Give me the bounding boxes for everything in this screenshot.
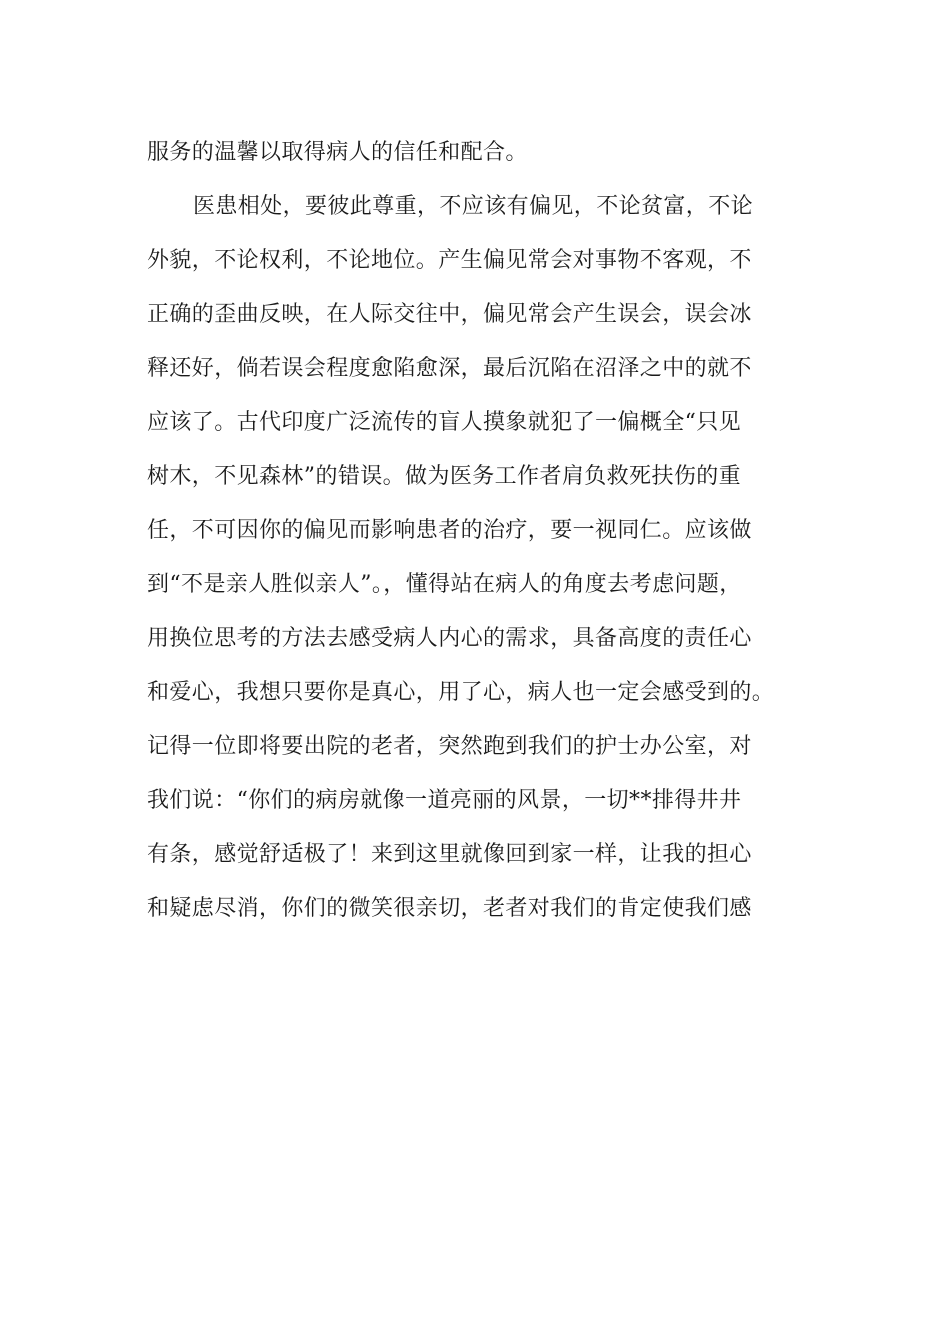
text-line: 我们说：“你们的病房就像一道亮丽的风景，一切**排得井井 (147, 788, 742, 813)
text-line: 外貌，不论权利，不论地位。产生偏见常会对事物不客观，不 (147, 248, 752, 273)
text-line: 医患相处，要彼此尊重，不应该有偏见，不论贫富，不论 (193, 194, 754, 219)
body-text (147, 133, 807, 943)
text-line: 和疑虑尽消，你们的微笑很亲切，老者对我们的肯定使我们感 (147, 896, 752, 921)
text-line: 应该了。古代印度广泛流传的盲人摸象就犯了一偏概全“只见 (147, 410, 742, 435)
text-line: 正确的歪曲反映，在人际交往中，偏见常会产生误会，误会冰 (147, 302, 752, 327)
text-line: 用换位思考的方法去感受病人内心的需求，具备高度的责任心 (147, 626, 752, 651)
text-line: 和爱心，我想只要你是真心，用了心，病人也一定会感受到的。 (147, 680, 775, 705)
text-line: 释还好，倘若误会程度愈陷愈深，最后沉陷在沼泽之中的就不 (147, 356, 752, 381)
text-line: 服务的温馨以取得病人的信任和配合。 (147, 140, 528, 165)
text-line: 有条，感觉舒适极了！来到这里就像回到家一样，让我的担心 (147, 842, 752, 867)
text-line: 记得一位即将要出院的老者，突然跑到我们的护士办公室，对 (147, 734, 752, 759)
text-line: 树木，不见森林”的错误。做为医务工作者肩负救死扶伤的重 (147, 464, 742, 489)
text-line: 任，不可因你的偏见而影响患者的治疗，要一视同仁。应该做 (147, 518, 752, 543)
text-line: 到“不是亲人胜似亲人”。，懂得站在病人的角度去考虑问题， (147, 572, 742, 597)
